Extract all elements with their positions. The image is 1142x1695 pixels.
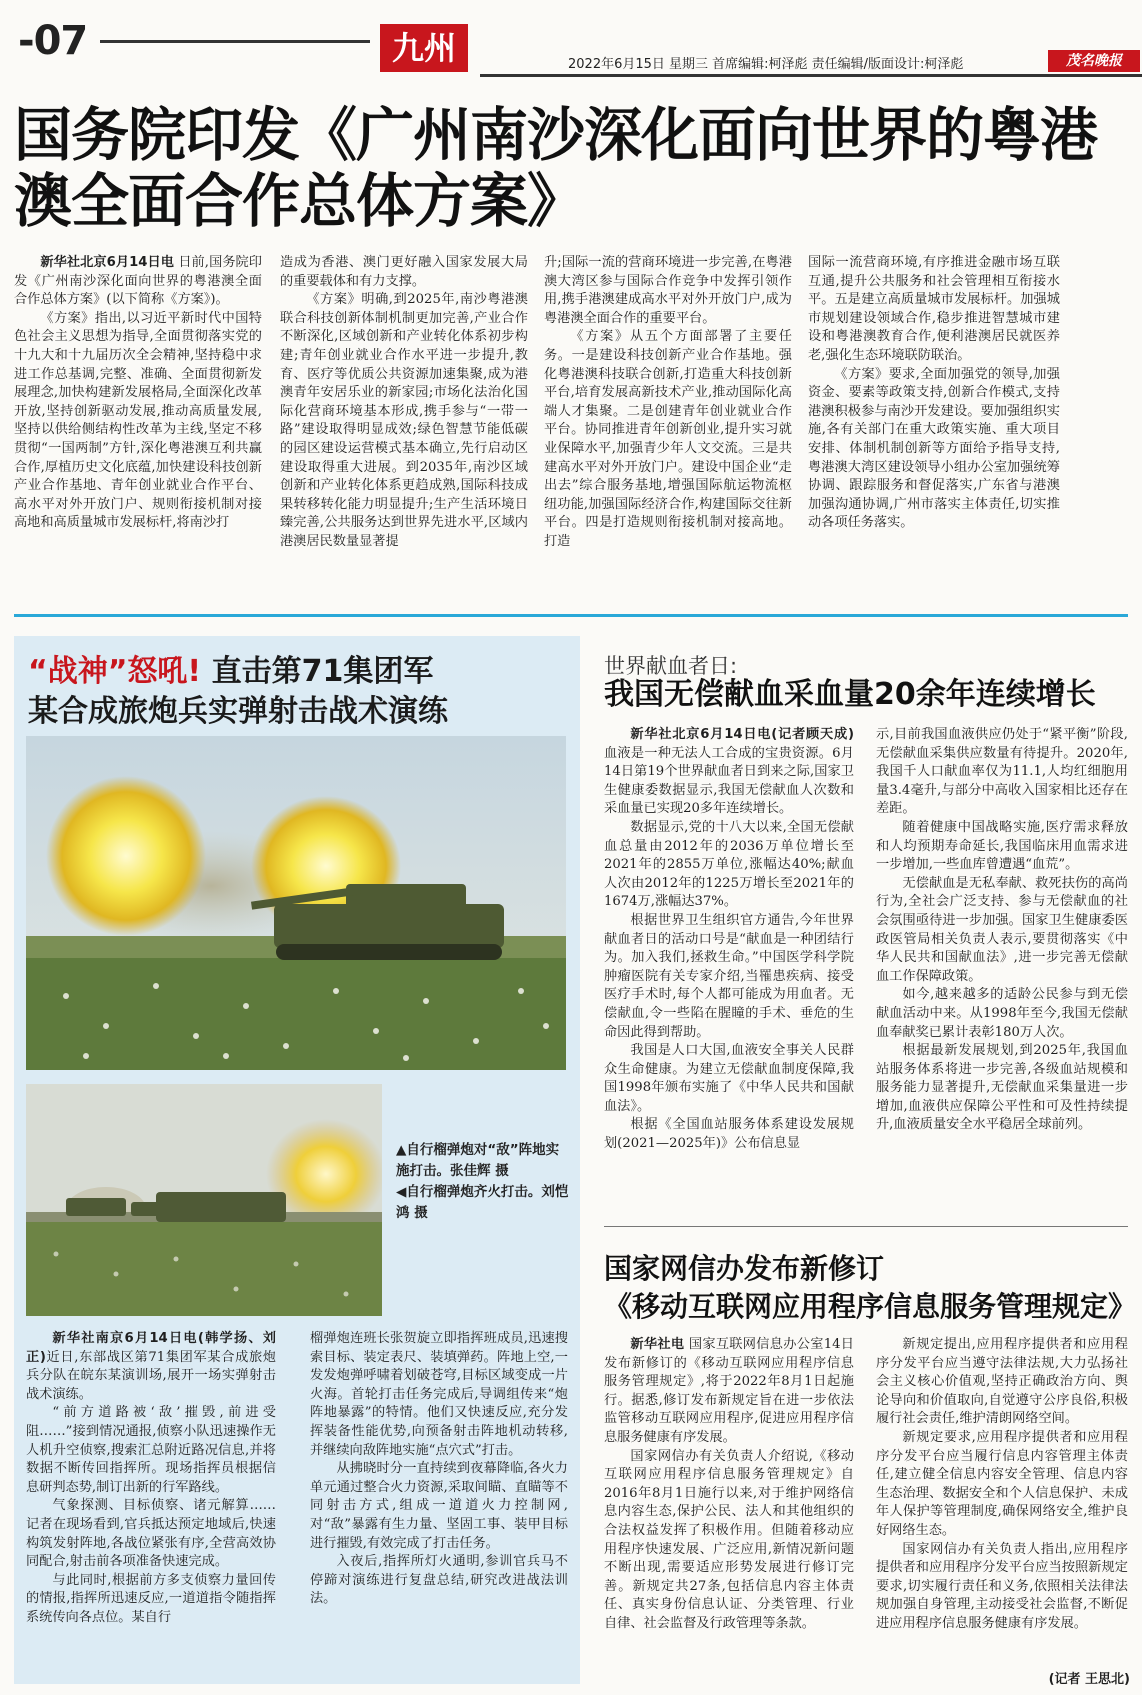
header-rule — [100, 40, 370, 43]
paper-logo: 茂名晚报 — [1048, 50, 1140, 72]
section-tag: 九州 — [380, 24, 468, 72]
blood-paragraph: 根据《全国血站服务体系建设发展规划(2021—2025年)》公布信息显 — [604, 1117, 854, 1152]
blood-paragraph: 如今,越来越多的适龄公民参与到无偿献血活动中来。从1998年至今,我国无偿献血奉献奖已累计表彰180万人次。 — [876, 987, 1128, 1040]
photo-howitzers-salvo — [26, 1084, 382, 1316]
blood-headline: 我国无偿献血采血量20余年连续增长 — [604, 677, 1096, 712]
lead-headline: 国务院印发《广州南沙深化面向世界的粤港澳全面合作总体方案》 — [14, 101, 1098, 235]
lead-paragraph: 《方案》指出,以习近平新时代中国特色社会主义思想为指导,全面贯彻落实党的十九大和十九届历次全会精神,坚持稳中求进工作总基调,完整、准确、全面贯彻新发展理念,加快构建新发展格局,全面深化改革开放,坚持创新驱动发展,推动高质量发展,坚持以供给侧结构性改革为主线,坚定不移贯彻“一国两制”方针,深化粤港澳互利共赢合作,厚植历史文化底蕴,加快建设科技创新产业合作基地、青年创业就业合作平台、高水平对外开放门户、规则衔接机制对接高地和高质量城市发展标杆,将南沙打 — [14, 310, 262, 531]
military-paragraph: 从拂晓时分一直持续到夜幕降临,各火力单元通过整合火力资源,采取间瞄、直瞄等不同射击方式,组成一道道火力控制网,对“敌”暴露有生力量、坚固工事、装甲目标进行摧毁,有效完成了打击任务。 — [310, 1461, 568, 1551]
lead-paragraph: 日前,国务院印发《广州南沙深化面向世界的粤港澳全面合作总体方案》(以下简称《方案》)。 — [14, 255, 262, 308]
app-dateline: 新华社电 — [630, 1337, 685, 1352]
military-paragraph: 与此同时,根据前方多支侦察力量回传的情报,指挥所迅速反应,一道道指令随指挥系统传向各点位。某自行 — [26, 1572, 276, 1625]
header-meta: 2022年6月15日 星期三 首席编辑:柯泽彪 责任编辑/版面设计:柯泽彪 — [568, 57, 964, 72]
lead-col-2 — [280, 254, 528, 552]
military-paragraph: 气象探测、目标侦察、诸元解算……记者在现场看到,官兵抵达预定地域后,快速构筑发射阵地,各战位紧张有序,全营高效协同配合,射击前各项准备快速完成。 — [26, 1498, 276, 1570]
military-col-1: 新华社南京6月14日电(韩学扬、刘正)近日,东部战区第71集团军某合成旅炮兵分队在皖东某演训场,展开一场实弹射击战术演练。 “前方道路被‘敌’摧毁,前进受阻……”接到情况通报,侦察小队迅速操作无人机升空侦察,搜索汇总附近路况信息,并将数据不断传回指挥所。现场指挥员根据信息研判态势,制订出新的行军路线。 气象探测、目标侦察、诸元解算……记者在现场看到,官兵抵达预定地域后,快速构筑发射阵地,各战位紧张有序,全营高效协同配合,射击前各项准备快速完成。 与此同时,根据前方多支侦察力量回传的情报,指挥所迅速反应,一道道指令随指挥系统传向各点位。某自行 — [26, 1330, 276, 1628]
military-paragraph: 入夜后,指挥所灯火通明,参训官兵马不停蹄对演练进行复盘总结,研究改进战法训法。 — [310, 1554, 568, 1607]
section-divider — [14, 614, 1128, 617]
military-col-2 — [310, 1330, 568, 1609]
page-number: -07 — [18, 18, 88, 64]
app-paragraph: 新规定要求,应用程序提供者和应用程序分发平台应当履行信息内容管理主体责任,建立健全信息内容安全管理、信息内容生态治理、数据安全和个人信息保护、未成年人保护等管理制度,确保网络安全,维护良好网络生态。 — [876, 1429, 1128, 1538]
blood-paragraph: 无偿献血是无私奉献、救死扶伤的高尚行为,全社会广泛支持、参与无偿献血的社会氛围亟待进一步加强。国家卫生健康委医政医管局相关负责人表示,要贯彻落实《中华人民共和国献血法》,进一步完善无偿献血工作保障政策。 — [876, 875, 1128, 984]
app-paragraph: 新规定提出,应用程序提供者和应用程序分发平台应当遵守法律法规,大力弘扬社会主义核心价值观,坚持正确政治方向、舆论导向和价值取向,自觉遵守公序良俗,积极履行社会责任,维护清朗网络空间。 — [876, 1337, 1128, 1427]
app-col-2 — [876, 1336, 1128, 1634]
header-bar — [480, 50, 1142, 77]
lead-paragraph: 《方案》要求,全面加强党的领导,加强资金、要素等政策支持,创新合作模式,支持港澳积极参与南沙开发建设。要加强组织实施,各有关部门在重大政策实施、重大项目安排、体制机制创新等方面给予指导支持,粤港澳大湾区建设领导小组办公室加强统筹协调、跟踪服务和督促落实,广东省与港澳加强沟通协调,广州市落实主体责任,切实推动各项任务落实。 — [808, 366, 1060, 531]
lead-dateline: 新华社北京6月14日电 — [40, 255, 175, 270]
blood-col-2 — [876, 726, 1128, 1135]
app-paragraph: 国家网信办有关负责人指出,应用程序提供者和应用程序分发平台应当按照新规定要求,切实履行责任和义务,依照相关法律法规加强自身管理,主动接受社会监督,不断促进应用程序信息服务健康有序发展。 — [876, 1541, 1128, 1631]
photo-caption — [396, 1140, 571, 1224]
app-paragraph: 国家网信办有关负责人介绍说,《移动互联网应用程序信息服务管理规定》自2016年8月1日施行以来,对于维护网络信息内容生态,保护公民、法人和其他组织的合法权益发挥了积极作用。但随着移动应用程序快速发展、广泛应用,新情况新问题不断出现,需要适应形势发展进行修订完善。新规定共27条,包括信息内容主体责任、真实身份信息认证、分类管理、行业自律、社会监督及行政管理等条款。 — [604, 1448, 854, 1631]
photo-caption-2: ◀自行榴弹炮齐火打击。刘恺鸿 摄 — [396, 1184, 569, 1221]
lead-paragraph: 造成为香港、澳门更好融入国家发展大局的重要载体和有力支撑。 — [280, 255, 528, 289]
lead-col-4 — [808, 254, 1060, 533]
blood-paragraph: 随着健康中国战略实施,医疗需求释放和人均预期寿命延长,我国临床用血需求进一步增加,一些血库曾遭遇“血荒”。 — [876, 819, 1128, 873]
blood-paragraph: 我国是人口大国,血液安全事关人民群众生命健康。为建立无偿献血制度保障,我国1998年颁布实施了《中华人民共和国献血法》。 — [604, 1043, 854, 1114]
app-headline: 国家网信办发布新修订 《移动互联网应用程序信息服务管理规定》 — [604, 1252, 1137, 1323]
military-headline: “战神”怒吼! 直击第71集团军 某合成旅炮兵实弹射击战术演练 — [28, 654, 448, 729]
lead-col-3 — [544, 254, 792, 552]
blood-paragraph: 数据显示,党的十八大以来,全国无偿献血总量由2012年的2036万单位增长至2021年的2855万单位,涨幅达40%;献血人次由2012年的1225万增长至2021年的1674万,涨幅达37%。 — [604, 819, 854, 910]
lead-paragraph: 升;国际一流的营商环境进一步完善,在粤港澳大湾区参与国际合作竞争中发挥引领作用,携手港澳建成高水平对外开放门户,成为粤港澳全面合作的重要平台。 — [544, 255, 792, 326]
photo-caption-1: ▲自行榴弹炮对“敌”阵地实施打击。张佳辉 摄 — [396, 1142, 560, 1179]
blood-dateline: 新华社北京6月14日电(记者顾天成) — [630, 727, 854, 742]
app-byline: (记者 王思北) — [1048, 1672, 1130, 1687]
lead-paragraph: 《方案》从五个方面部署了主要任务。一是建设科技创新产业合作基地。强化粤港澳科技联合创新,打造重大科技创新平台,培育发展高新技术产业,推动国际化高端人才集聚。二是创建青年创业就业合作平台。协同推进青年创新创业,提升实习就业保障水平,加强青少年人文交流。三是共建高水平对外开放门户。建设中国企业“走出去”综合服务基地,增强国际航运物流枢纽功能,加强国际经济合作,构建国际交往新平台。四是打造规则衔接机制对接高地。打造 — [544, 329, 792, 549]
app-col-1: 新华社电 国家互联网信息办公室14日发布新修订的《移动互联网应用程序信息服务管理规定》,将于2022年8月1日起施行。据悉,修订发布新规定旨在进一步依法监管移动互联网应用程序,促进应用程序信息服务健康有序发展。 国家网信办有关负责人介绍说,《移动互联网应用程序信息服务管理规定》自2016年8月1日施行以来,对于维护网络信息内容生态,保护公民、法人和其他组织的合法权益发挥了积极作用。但随着移动应用程序快速发展、广泛应用,新情况新问题不断出现,需要适应形势发展进行修订完善。新规定共27条,包括信息内容主体责任、真实身份信息认证、分类管理、行业自律、社会监督及行政管理等条款。 — [604, 1336, 854, 1634]
blood-kicker: 世界献血者日: — [604, 654, 738, 678]
lead-col-1 — [14, 254, 262, 533]
photo-howitzer-firing — [26, 736, 566, 1070]
story-divider — [604, 1226, 1128, 1227]
blood-paragraph: 根据最新发展规划,到2025年,我国血站服务体系将进一步完善,各级血站规模和服务能力显著提升,无偿献血采集量进一步增加,血液供应保障公平性和可及性持续提升,血液质量安全水平稳居全球前列。 — [876, 1043, 1128, 1133]
military-paragraph: 榴弹炮连班长张贺旋立即指挥班成员,迅速搜索目标、装定表尺、装填弹药。阵地上空,一发发炮弹呼啸着划破苍穹,目标区域变成一片火海。首轮打击任务完成后,导调组传来“炮阵地暴露”的特情。他们又快速反应,充分发挥装备性能优势,向预备射击阵地机动转移,并继续向敌阵地实施“点穴式”打击。 — [310, 1331, 568, 1458]
blood-paragraph: 示,目前我国血液供应仍处于“紧平衡”阶段,无偿献血采集供应数量有待提升。2020年,我国千人口献血率仅为11.1,人均红细胞用量3.4毫升,与部分中高收入国家相比还存在差距。 — [876, 727, 1128, 817]
military-paragraph: “前方道路被‘敌’摧毁,前进受阻……”接到情况通报,侦察小队迅速操作无人机升空侦察,搜索汇总附近路况信息,并将数据不断传回指挥所。现场指挥员根据信息研判态势,制订出新的行军路线。 — [26, 1405, 276, 1495]
lead-paragraph: 国际一流营商环境,有序推进金融市场互联互通,提升公共服务和社会管理相互衔接水平。五是建立高质量城市发展标杆。加强城市规划建设领域合作,稳步推进智慧城市建设和粤港澳教育合作,便利港澳居民就医养老,强化生态环境联防联治。 — [808, 255, 1060, 363]
military-dateline: 新华社南京6月14日电(韩学扬、刘正) — [26, 1331, 276, 1365]
blood-col-1: 新华社北京6月14日电(记者顾天成)血液是一种无法人工合成的宝贵资源。6月14日第19个世界献血者日到来之际,国家卫生健康委数据显示,我国无偿献血人次数和采血量已实现20多年连续增长。 数据显示,党的十八大以来,全国无偿献血总量由2012年的2036万单位增长至2021年的2855万单位,涨幅达40%;献血人次由2012年的1225万增长至2021年的1674万,涨幅达37%。 根据世界卫生组织官方通告,今年世界献血者日的活动口号是“献血是一种团结行为。加入我们,拯救生命。”中国医学科学院肿瘤医院有关专家介绍,当罹患疾病、接受医疗手术时,每个人都可能成为用血者。无偿献血,令一些陷在腥瞳的手术、垂危的生命因此得到帮助。 我国是人口大国,血液安全事关人民群众生命健康。为建立无偿献血制度保障,我国1998年颁布实施了《中华人民共和国献血法》。 根据《全国血站服务体系建设发展规划(2021—2025年)》公布信息显 — [604, 726, 854, 1154]
blood-paragraph: 根据世界卫生组织官方通告,今年世界献血者日的活动口号是“献血是一种团结行为。加入我们,拯救生命。”中国医学科学院肿瘤医院有关专家介绍,当罹患疾病、接受医疗手术时,每个人都可能成为用血者。无偿献血,令一些陷在腥瞳的手术、垂危的生命因此得到帮助。 — [604, 912, 854, 1040]
lead-paragraph: 《方案》明确,到2025年,南沙粤港澳联合科技创新体制机制更加完善,产业合作不断深化,区域创新和产业转化体系初步构建;青年创业就业合作水平进一步提升,教育、医疗等优质公共资源加速集聚,成为港澳青年安居乐业的新家园;市场化法治化国际化营商环境基本形成,携手参与“一带一路”建设取得明显成效;绿色智慧节能低碳的园区建设运营模式基本确立,先行启动区建设取得重大进展。到2035年,南沙区域创新和产业转化体系更趋成熟,国际科技成果转移转化能力明显提升;生产生活环境日臻完善,公共服务达到世界先进水平,区域内港澳居民数量显著提 — [280, 292, 528, 549]
